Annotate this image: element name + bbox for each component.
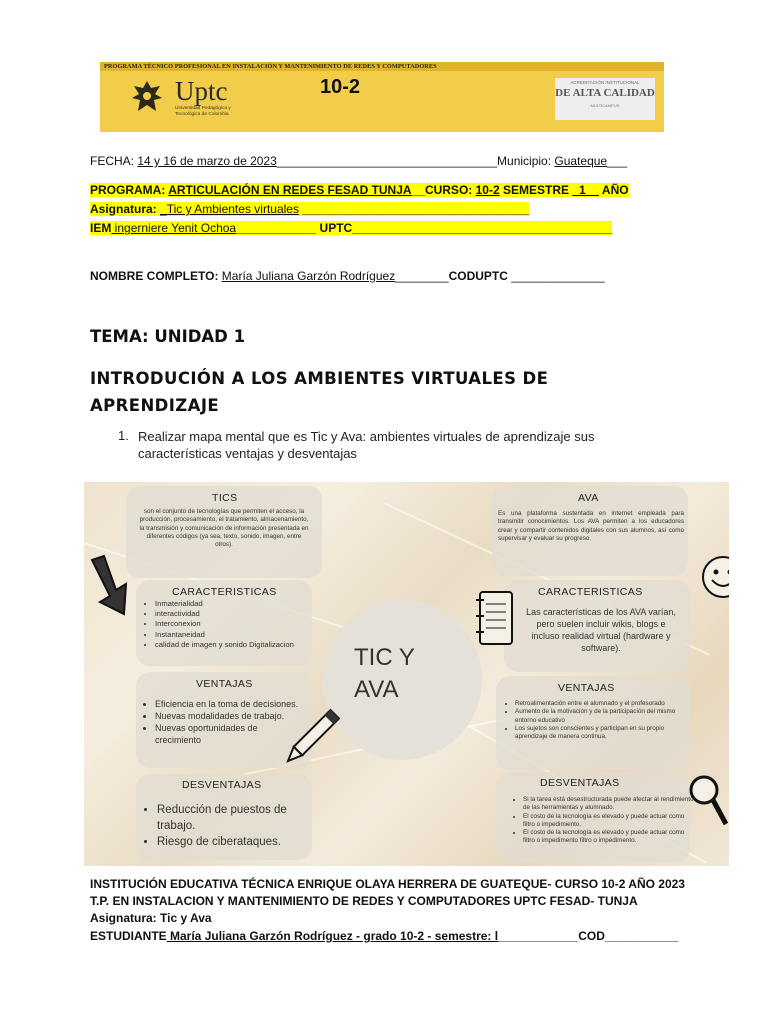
footer-asignatura: Asignatura: Tic y Ava bbox=[90, 911, 212, 925]
ava-heading: AVA bbox=[578, 492, 599, 504]
asignatura-line bbox=[90, 202, 529, 216]
smiley-face-icon bbox=[698, 552, 729, 602]
footer-program: T.P. EN INSTALACION Y MANTENIMIENTO DE REDES Y COMPUTADORES UPTC FESAD- TUNJA bbox=[90, 894, 638, 908]
footer-student-fill: ____________ bbox=[498, 929, 579, 943]
footer-student-label: ESTUDIANTE bbox=[90, 929, 167, 943]
list-item: • Aumento de la motivación y de la participación del mismo entorno educativo bbox=[515, 708, 695, 725]
ventajas-right-list bbox=[506, 700, 695, 741]
desventajas-right-list bbox=[514, 796, 695, 846]
notebook-icon bbox=[472, 588, 518, 650]
municipio-fill: ___ bbox=[607, 154, 628, 168]
list-item: • Instantaneidad bbox=[155, 630, 315, 640]
title-line: INTRODUCIÓN A LOS AMBIENTES VIRTUALES DE bbox=[90, 369, 549, 388]
uptc-crest-logo bbox=[130, 78, 164, 116]
iem-label: IEM bbox=[90, 221, 112, 235]
list-item-number: 1. bbox=[118, 428, 129, 443]
list-item: • Inmaterialidad bbox=[155, 599, 315, 609]
nombre-fill: ________ bbox=[395, 269, 449, 283]
footer-cod-fill: ___________ bbox=[604, 929, 679, 943]
programa-value: ARTICULACIÓN EN REDES FESAD TUNJA bbox=[168, 183, 412, 197]
municipio-label: Municipio: bbox=[497, 154, 555, 168]
list-item: • El costo de la tecnología es elevado y puede actuar como filtro o impedimento filtro o impedimento. bbox=[523, 829, 695, 846]
seal-main-text: DE ALTA CALIDAD bbox=[555, 87, 655, 99]
list-item: • Retroalimentación entre el alumnado y el profesorado bbox=[515, 700, 695, 708]
ventajas-right-heading: VENTAJAS bbox=[558, 682, 615, 694]
uptc-wordmark: Uptc bbox=[175, 76, 228, 106]
pencil-icon bbox=[280, 704, 340, 774]
fecha-label: FECHA: bbox=[90, 154, 138, 168]
footer-student-value: María Juliana Garzón Rodríguez - grado 10-2 - semestre: l bbox=[166, 929, 499, 943]
caracteristicas-left-card bbox=[136, 580, 312, 666]
list-item-line: Realizar mapa mental que es Tic y Ava: ambientes virtuales de aprendizaje sus bbox=[138, 429, 595, 444]
asignatura-value: _Tic y Ambientes virtuales bbox=[160, 202, 299, 216]
footer-institution: INSTITUCIÓN EDUCATIVA TÉCNICA ENRIQUE OLAYA HERRERA DE GUATEQUE- CURSO 10-2 AÑO 2023 bbox=[90, 877, 685, 891]
tics-heading: TICS bbox=[212, 492, 238, 504]
list-item: • Si la tarea está desestructurada puede afectar al rendimiento de las herramientas y alumnado. bbox=[523, 796, 695, 813]
tics-body: son el conjunto de tecnologías que permiten el acceso, la producción, procesamiento, el tratamiento, almacenamiento, la transmisión y comunicación de información presentada en diferentes códigos (ya sea, texto, sonido, imagen, entre otros). bbox=[139, 508, 309, 549]
magnifying-glass-icon bbox=[686, 772, 729, 832]
list-item-text bbox=[138, 428, 658, 462]
anio-label: AÑO bbox=[599, 183, 629, 197]
list-item: • Nuevas modalidades de trabajo. bbox=[155, 710, 305, 722]
ventajas-right-card bbox=[496, 676, 690, 770]
uptc-subtitle-line: Tecnológica de Colombia bbox=[175, 111, 229, 117]
programa-label: PROGRAMA: bbox=[90, 183, 169, 197]
arrow-doodle-icon bbox=[86, 552, 134, 622]
caracteristicas-left-heading: CARACTERISTICAS bbox=[172, 586, 277, 598]
list-item: • calidad de imagen y sonido Digitalizacion bbox=[155, 640, 315, 650]
municipio-value: Guateque bbox=[554, 154, 608, 168]
caracteristicas-right-heading: CARACTERISTICAS bbox=[538, 586, 643, 598]
tema-heading: TEMA: UNIDAD 1 bbox=[90, 327, 246, 346]
nombre-line bbox=[90, 269, 605, 283]
list-item: • Interconexion bbox=[155, 619, 315, 629]
desventajas-right-heading: DESVENTAJAS bbox=[540, 777, 620, 789]
desventajas-left-heading: DESVENTAJAS bbox=[182, 779, 262, 791]
center-node-text bbox=[354, 642, 415, 706]
title-line: APRENDIZAJE bbox=[90, 396, 220, 415]
caracteristicas-right-body: Las características de los AVA varían, pero suelen incluir wikis, blogs e incluso realidad virtual (hardware y software). bbox=[526, 607, 676, 653]
center-line: TIC Y bbox=[354, 644, 415, 671]
nombre-value: María Juliana Garzón Rodríguez bbox=[221, 269, 396, 283]
programa-line bbox=[90, 183, 629, 197]
list-item: • Los sujetos son conscientes y participan en su propio aprendizaje de manera continua. bbox=[515, 725, 695, 742]
group-code: 10-2 bbox=[320, 76, 361, 98]
seal-bottom-text: MULTICAMPUS bbox=[590, 103, 620, 108]
programa-fill: __ bbox=[411, 183, 425, 197]
iem-value: ingerniere Yenit Ochoa bbox=[111, 221, 237, 235]
fecha-line bbox=[90, 154, 627, 168]
desventajas-left-card bbox=[136, 774, 312, 860]
center-line: AVA bbox=[354, 676, 399, 703]
caracteristicas-right-card bbox=[504, 580, 690, 672]
ava-body: Es una plataforma sustentada en internet empleada para transmitir conocimientos. Los AVA permiten a los educadores crear y compartir contenidos digitales con sus alumnos, así como supervisar y evaluar su progreso. bbox=[498, 510, 684, 542]
center-node bbox=[322, 600, 482, 760]
ava-card bbox=[492, 486, 688, 576]
semestre-label: SEMESTRE bbox=[499, 183, 573, 197]
seal-top-text: ACREDITACIÓN INSTITUCIONAL bbox=[570, 80, 640, 85]
iem-fill: ____________ bbox=[236, 221, 317, 235]
fecha-fill: _________________________________ bbox=[276, 154, 498, 168]
footer-student bbox=[90, 929, 678, 943]
ventajas-left-heading: VENTAJAS bbox=[196, 678, 253, 690]
banner-title: PROGRAMA TÉCNICO PROFESIONAL EN INSTALACIÓN Y MANTENIMIENTO DE REDES Y COMPUTADORES bbox=[104, 63, 437, 70]
uptc-label: UPTC bbox=[316, 221, 353, 235]
asignatura-label: Asignatura: bbox=[90, 202, 161, 216]
codupt-label: CODUPTC bbox=[448, 269, 512, 283]
list-item: • Riesgo de ciberataques. bbox=[157, 834, 317, 850]
page-title bbox=[90, 365, 548, 419]
accreditation-seal bbox=[555, 78, 655, 120]
desventajas-left-list bbox=[148, 802, 317, 850]
list-item: • Reducción de puestos de trabajo. bbox=[157, 802, 317, 834]
list-item: • El costo de la tecnología es elevado y puede actuar como filtro o impedimiento. bbox=[523, 813, 695, 830]
codupt-fill: ______________ bbox=[511, 269, 605, 283]
semestre-value: _1__ bbox=[572, 183, 600, 197]
caracteristicas-left-list bbox=[146, 599, 315, 650]
list-item: • interactividad bbox=[155, 609, 315, 619]
asignatura-fill: __________________________________ bbox=[298, 202, 530, 216]
footer-cod-label: COD bbox=[578, 929, 605, 943]
uptc-subtitle-line: Universidad Pedagógica y bbox=[175, 106, 231, 111]
desventajas-right-card bbox=[496, 772, 694, 862]
tics-card bbox=[126, 486, 322, 578]
header-banner bbox=[100, 62, 664, 132]
curso-label: CURSO: bbox=[424, 183, 476, 197]
uptc-subtitle bbox=[175, 106, 231, 118]
iem-line bbox=[90, 221, 612, 235]
list-item: • Eficiencia en la toma de decisiones. bbox=[155, 698, 305, 710]
curso-value: 10-2 bbox=[475, 183, 500, 197]
list-item: • Nuevas oportunidades de crecimiento bbox=[155, 722, 305, 746]
mind-map-image bbox=[84, 482, 729, 866]
nombre-label: NOMBRE COMPLETO: bbox=[90, 269, 222, 283]
uptc-fill: _______________________________________ bbox=[352, 221, 613, 235]
fecha-value: 14 y 16 de marzo de 2023 bbox=[137, 154, 277, 168]
list-item-line: características ventajas y desventajas bbox=[138, 446, 357, 461]
